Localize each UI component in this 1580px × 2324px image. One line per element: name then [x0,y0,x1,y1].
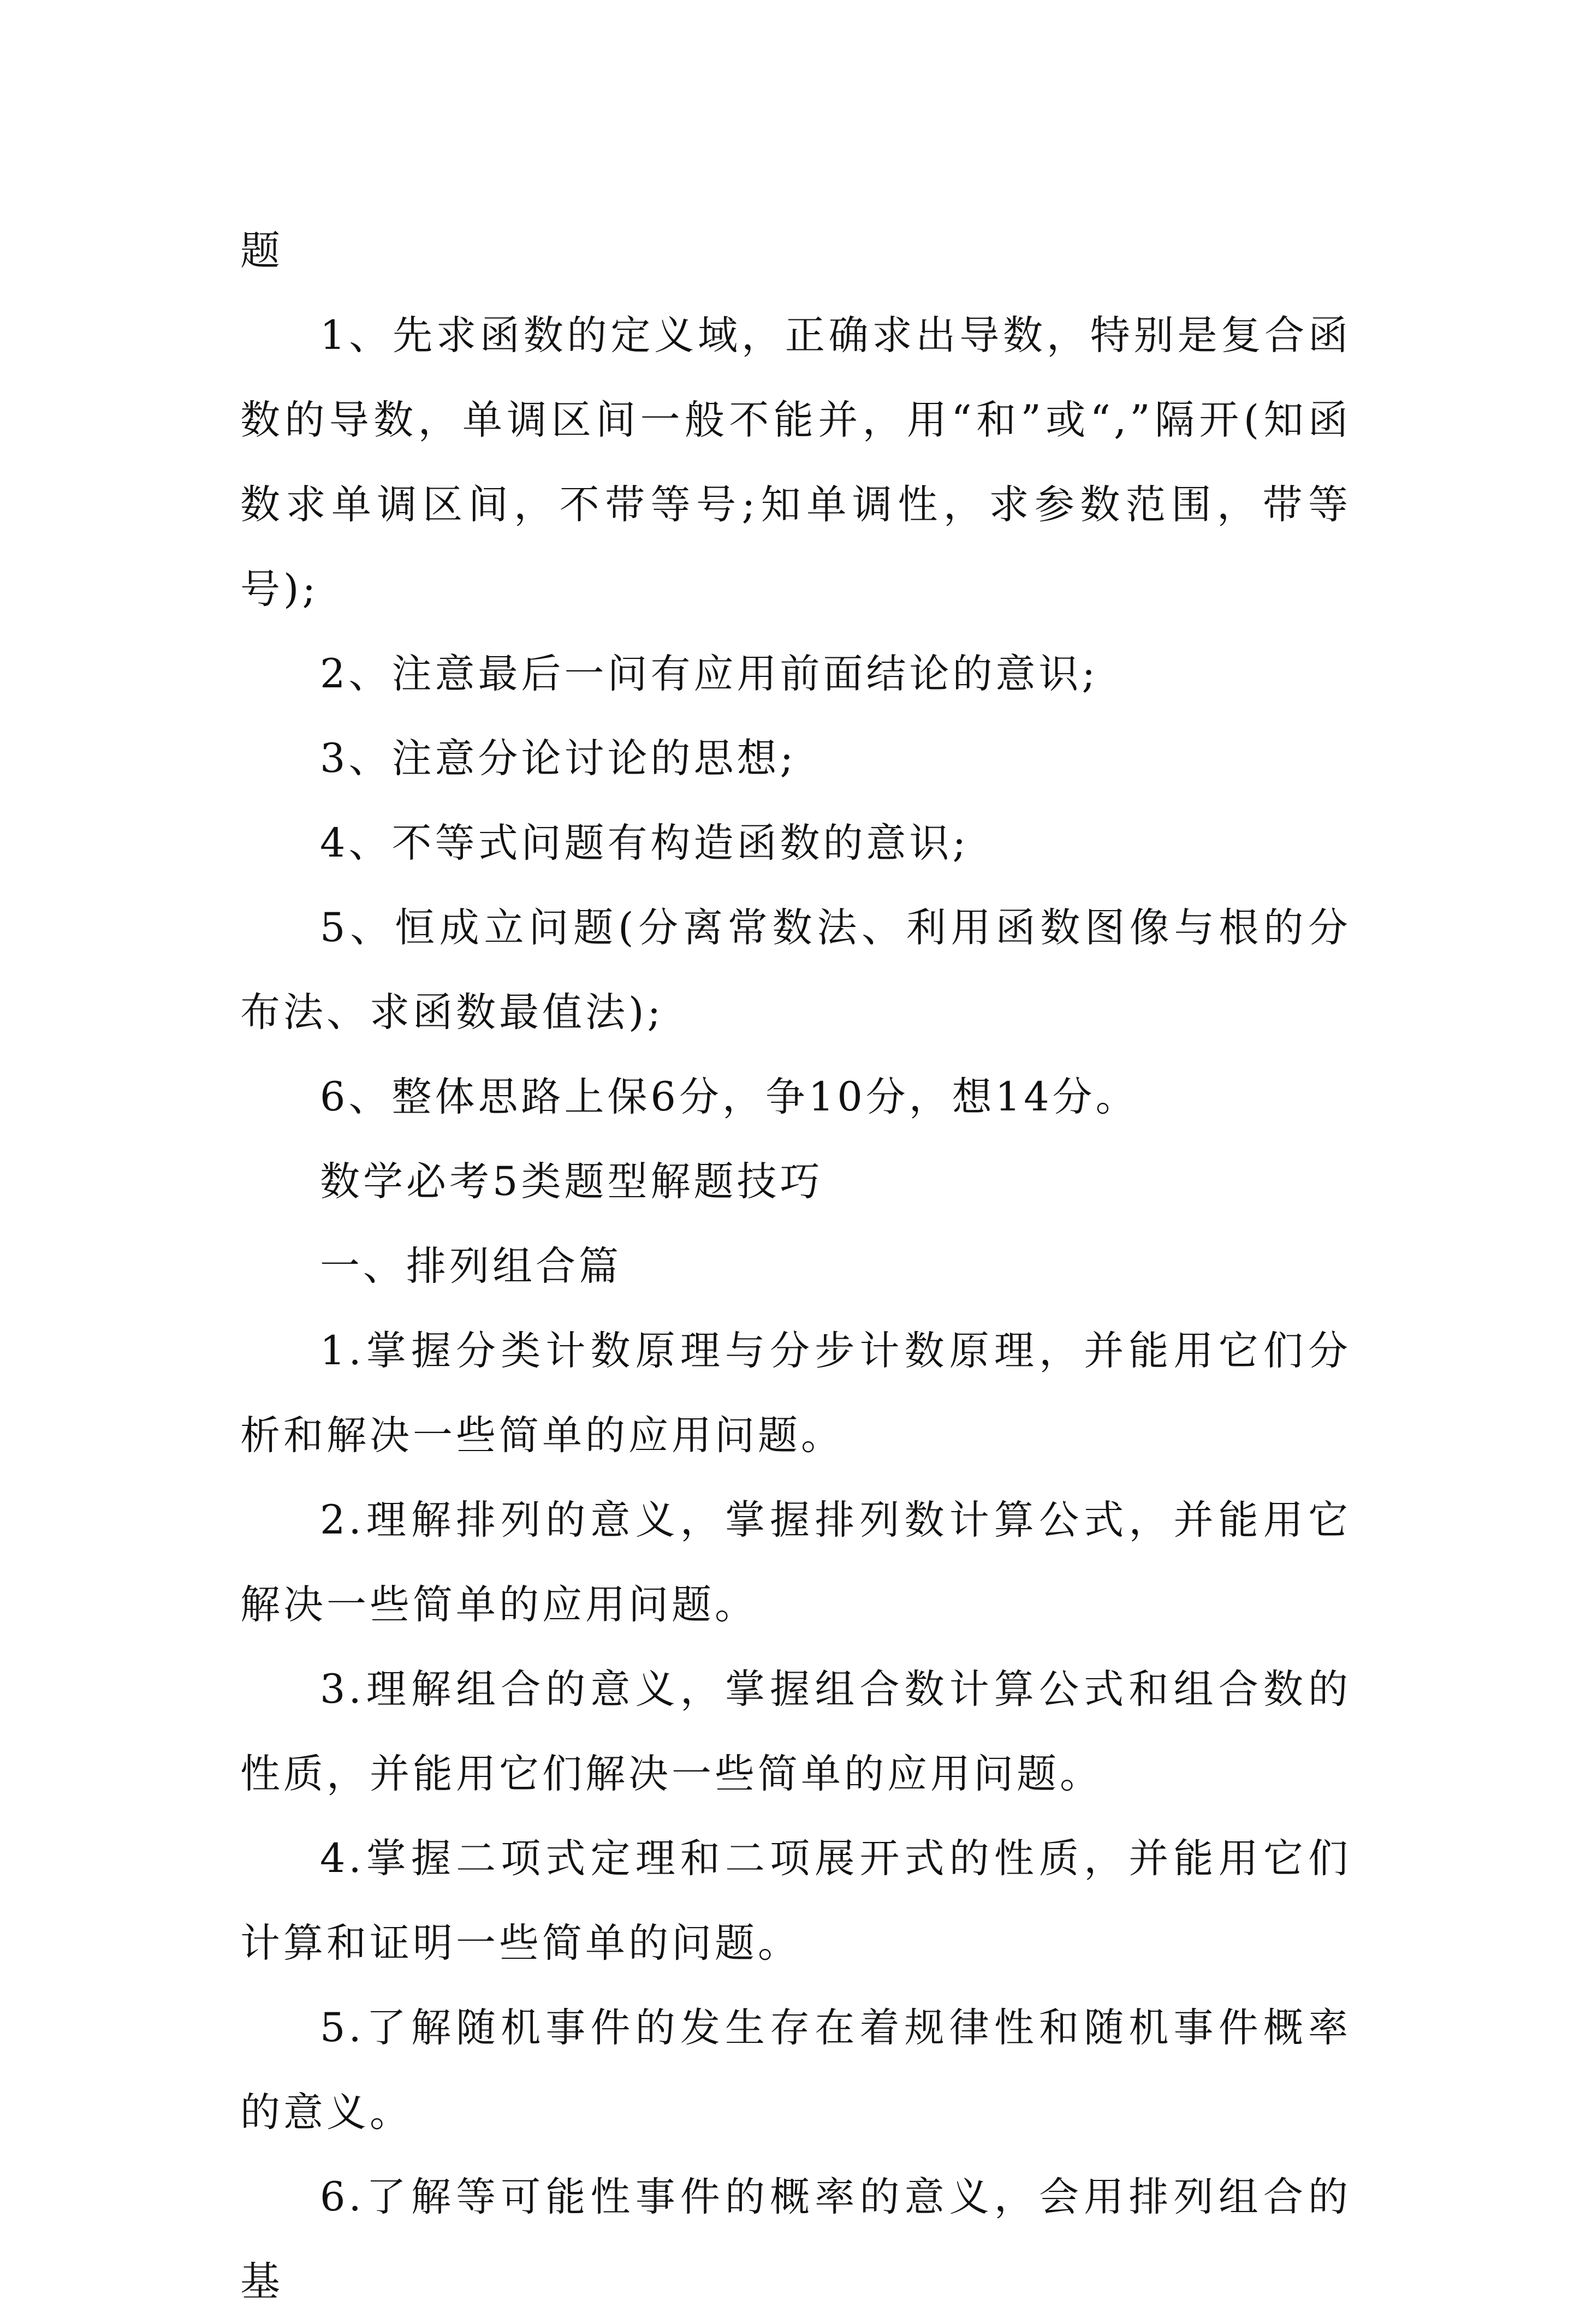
paragraph-tip-6: 6、整体思路上保6分，争10分，想14分。 [320,1074,1139,1120]
paragraph-item-5: 5.了解随机事件的发生存在着规律性和随机事件概率的意义。 [240,2005,1351,2136]
paragraph-item-2: 2.理解排列的意义，掌握排列数计算公式，并能用它解决一些简单的应用问题。 [240,1497,1351,1628]
section-heading: 数学必考5类题型解题技巧 [320,1158,823,1205]
paragraph-tip-5: 5、恒成立问题(分离常数法、利用函数图像与根的分布法、求函数最值法); [240,905,1351,1036]
body-text [240,209,1351,2324]
subsection-heading: 一、排列组合篇 [320,1243,622,1289]
paragraph-tip-4: 4、不等式问题有构造函数的意识; [320,820,970,866]
paragraph-item-6: 6.了解等可能性事件的概率的意义，会用排列组合的基 [240,2174,1351,2305]
paragraph-item-3: 3.理解组合的意义，掌握组合数计算公式和组合数的性质，并能用它们解决一些简单的应用问题。 [240,1666,1351,1797]
paragraph-item-1: 1.掌握分类计数原理与分步计数原理，并能用它们分析和解决一些简单的应用问题。 [240,1328,1351,1459]
paragraph-item-4: 4.掌握二项式定理和二项展开式的性质，并能用它们计算和证明一些简单的问题。 [240,1835,1351,1966]
paragraph-tip-3: 3、注意分论讨论的思想; [320,735,797,782]
paragraph-tip-1: 1、先求函数的定义域，正确求出导数，特别是复合函数的导数，单调区间一般不能并，用“和”或“,”隔开(知函数求单调区间，不带等号;知单调性，求参数范围，带等号); [240,312,1351,613]
paragraph-tip-2: 2、注意最后一问有应用前面结论的意识; [320,651,1099,697]
paragraph-continuation: 题 [240,228,283,274]
